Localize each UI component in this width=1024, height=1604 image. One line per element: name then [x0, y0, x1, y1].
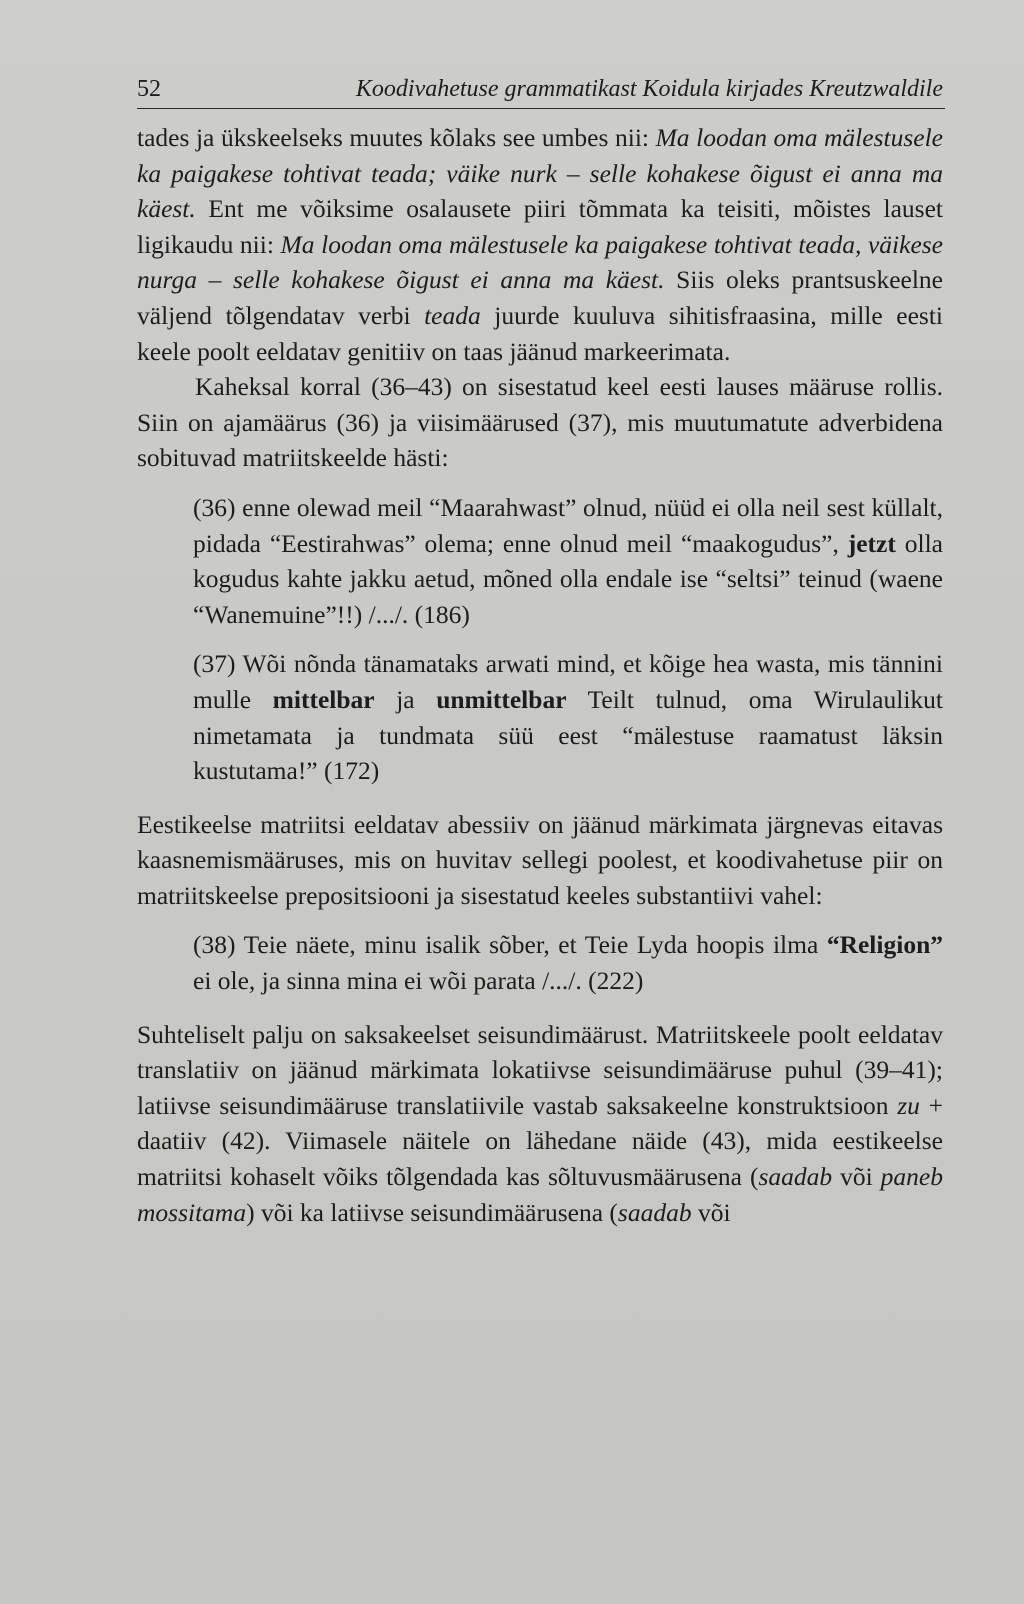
text-run: Teilt tulnud, oma Wirulaulikut nimetamata ja tundmata süü eest “mälestuse raamatust läksin kustutama!” (172)	[193, 684, 943, 786]
paragraph-abessive: Eestikeelse matriitsi eeldatav abessiiv on jäänud märkimata järgnevas eitavas kaasnemismääruses, mis on huvitav sellegi poolest, et koodivahetuse piir on matriitskeelse prepositsiooni ja sisestatud keeles substantiivi vahel:	[137, 809, 943, 910]
italic-run: Ma loodan oma mälestusele ka paigakese tohtivat teada; väike nurk – selle kohakese õigust ei anna ma käest.	[137, 123, 943, 224]
example-37	[193, 646, 943, 788]
paragraph-continuation	[137, 120, 943, 369]
text-run: tades ja ükskeelseks muutes kõlaks see umbes nii:	[137, 123, 656, 152]
page-number: 52	[137, 76, 161, 102]
text-run: olla kogudus kahte jakku aetud, mõned olla endale ise “seltsi” teinud (waene “Wanemuine”!!) /.../. (186)	[193, 528, 943, 629]
bold-run: jetzt	[847, 528, 896, 558]
running-header	[137, 72, 945, 109]
text-run: või	[832, 1162, 881, 1192]
text-run: ) või ka latiivse seisundimäärusena (	[246, 1197, 618, 1227]
paragraph-state-adverbial	[137, 1017, 943, 1231]
example-38	[193, 927, 943, 998]
italic-run: teada	[424, 300, 481, 330]
text-run: (37) Wõi nõnda tänamataks arwati mind, et kõige hea wasta, mis tännini mulle	[193, 649, 943, 714]
text-run: ja	[374, 684, 437, 714]
bold-run: mittelbar	[272, 684, 375, 714]
text-run: (36) enne olewad meil “Maarahwast” olnud, nüüd ei olla neil sest küllalt, pidada “Eestirahwas” olema; enne olnud meil “maakogudus”,	[193, 492, 943, 558]
italic-run: saadab	[617, 1197, 692, 1227]
text-run: Ent me võiksime osalausete piiri tõmmata ka teisiti, mõistes lauset ligikaudu nii:	[137, 194, 943, 259]
text-run: ei ole, ja sinna mina ei wõi parata /.../. (222)	[193, 966, 644, 996]
text-run: + daatiiv (42). Viimasele näitele on lähedane näide (43), mida eestikeelse matriitsi kohaselt võiks tõlgendada kas sõltuvusmäärusena (	[137, 1090, 943, 1192]
bold-run: unmittelbar	[436, 684, 567, 714]
text-run: või	[691, 1197, 731, 1227]
italic-run: paneb mossitama	[137, 1162, 943, 1227]
italic-run: saadab	[758, 1162, 833, 1192]
text-run: Suhteliselt palju on saksakeelset seisundimäärust. Matriitskeele poolt eeldatav translatiiv on jäänud märkimata lokatiivse seisundimääruse puhul (39–41); latiivse seisundimääruse translatiivile vastab saksakeelne konstruktsioon	[137, 1019, 943, 1120]
italic-run: zu	[897, 1090, 920, 1120]
running-title: Koodivahetuse grammatikast Koidula kirjades Kreutzwaldile	[355, 76, 943, 102]
page-body	[137, 120, 943, 1230]
example-36	[193, 490, 943, 632]
italic-run: Ma loodan oma mälestusele ka paigakese tohtivat teada, väikese nurga – selle kohakese õigust ei anna ma käest.	[137, 229, 944, 295]
text-run: (38) Teie näete, minu isalik sõber, et Teie Lyda hoopis ilma	[193, 930, 827, 960]
paragraph-eight-cases: Kaheksal korral (36–43) on sisestatud keel eesti lauses määruse rollis. Siin on ajamäärus (36) ja viisimäärused (37), mis muutumatute adverbidena sobituvad matriitskeelde hästi:	[137, 372, 943, 473]
text-run: juurde kuuluva sihitisfraasina, mille eesti keele poolt eeldatav genitiiv on taas jäänud markeerimata.	[137, 300, 943, 366]
bold-run: “Religion”	[826, 930, 943, 960]
text-run: Siis oleks prantsuskeelne väljend tõlgendatav verbi	[137, 265, 943, 330]
